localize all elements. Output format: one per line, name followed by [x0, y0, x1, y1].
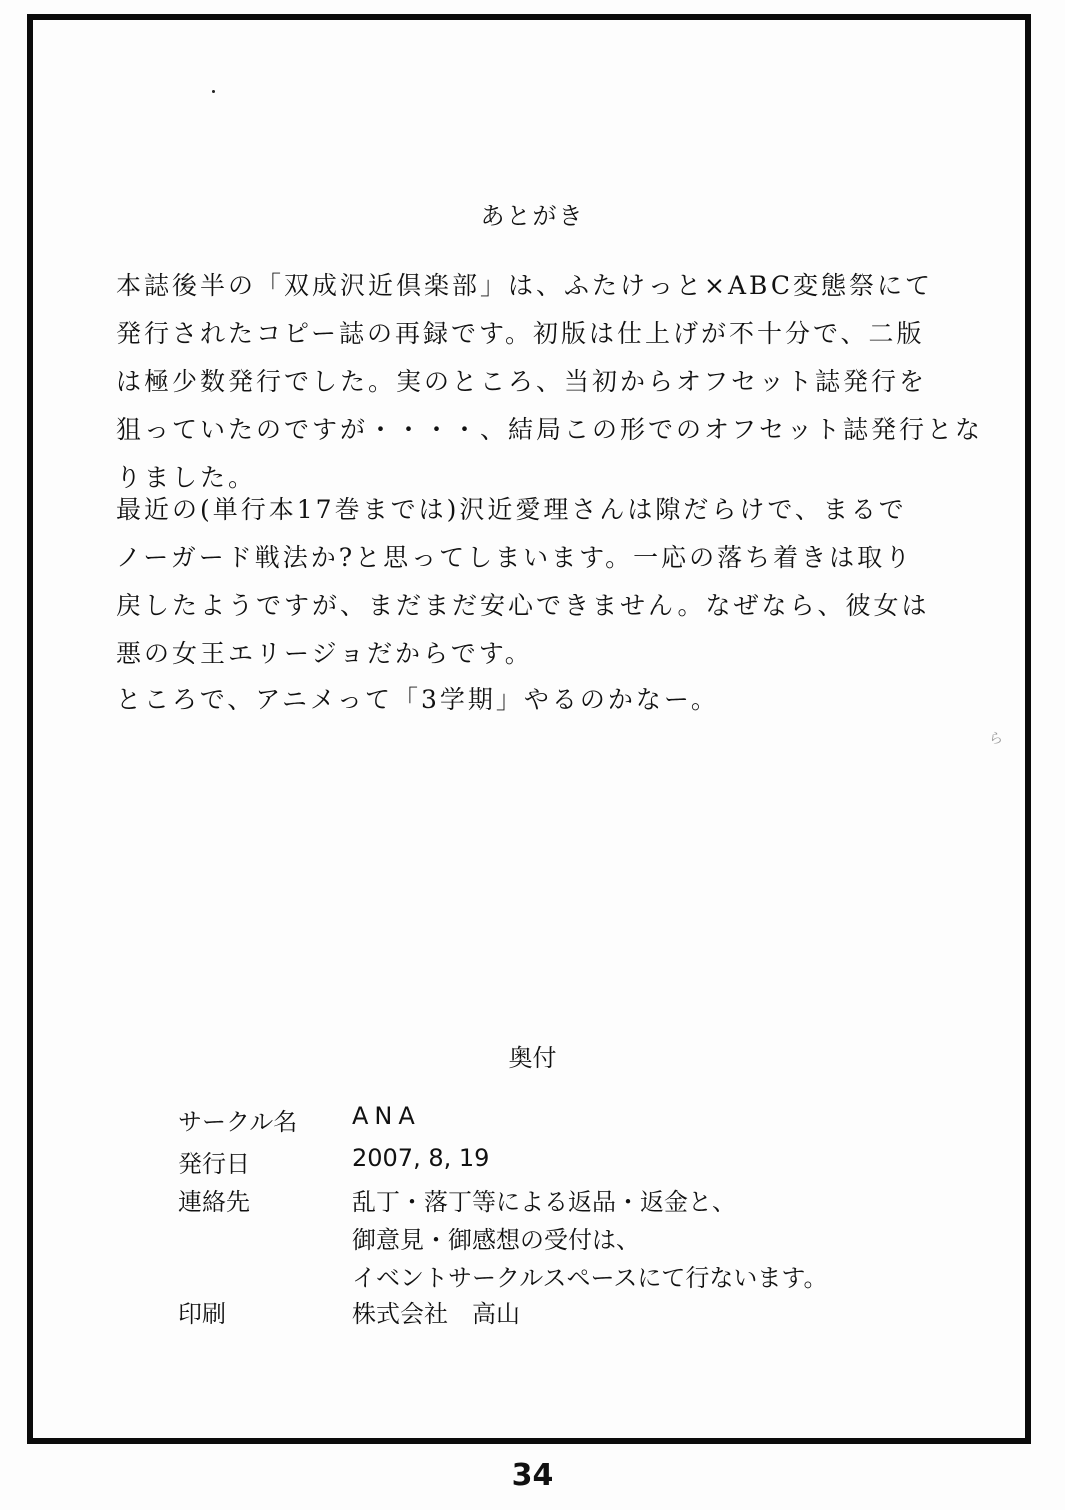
paragraph-line: 戻したようですが、まだまだ安心できません。なぜなら、彼女は [116, 591, 930, 620]
paragraph-line: は極少数発行でした。実のところ、当初からオフセット誌発行を [116, 367, 928, 396]
date-label: 発行日 [178, 1150, 250, 1178]
contact-line: イベントサークルスペースにて行ないます。 [352, 1264, 828, 1292]
print-value: 株式会社 高山 [352, 1300, 520, 1328]
circle-label: サークル名 [178, 1108, 298, 1136]
paragraph-line: 狙っていたのですが・・・・、結局この形でのオフセット誌発行とな [116, 415, 984, 444]
afterword-paragraph-3 [116, 676, 976, 724]
paragraph-line: 悪の女王エリージョだからです。 [116, 639, 533, 668]
afterword-paragraph-1 [116, 262, 984, 502]
paragraph-line: ところで、アニメって「3学期」やるのかなー。 [116, 685, 719, 714]
margin-mark: ら [989, 731, 1003, 747]
afterword-title: あとがき [480, 202, 585, 230]
paragraph-line: 発行されたコピー誌の再録です。初版は仕上げが不十分で、二版 [116, 319, 925, 348]
contact-line: 乱丁・落丁等による返品・返金と、 [352, 1188, 736, 1216]
contact-label: 連絡先 [178, 1188, 250, 1216]
print-label: 印刷 [178, 1300, 226, 1328]
date-value: 2007, 8, 19 [352, 1144, 490, 1172]
afterword-paragraph-2 [116, 486, 976, 678]
paragraph-line: 最近の(単行本17巻までは)沢近愛理さんは隙だらけで、まるで [116, 495, 907, 524]
circle-value: ANA [352, 1102, 421, 1130]
paragraph-line: りました。 [116, 463, 257, 492]
page-number: 34 [511, 1458, 554, 1493]
contact-line: 御意見・御感想の受付は、 [352, 1226, 640, 1254]
speck-mark [212, 90, 215, 93]
paragraph-line: 本誌後半の「双成沢近倶楽部」は、ふたけっと×ABC変態祭にて [116, 271, 933, 300]
paragraph-line: ノーガード戦法か?と思ってしまいます。一応の落ち着きは取り [116, 543, 914, 572]
colophon-title: 奥付 [508, 1044, 557, 1072]
